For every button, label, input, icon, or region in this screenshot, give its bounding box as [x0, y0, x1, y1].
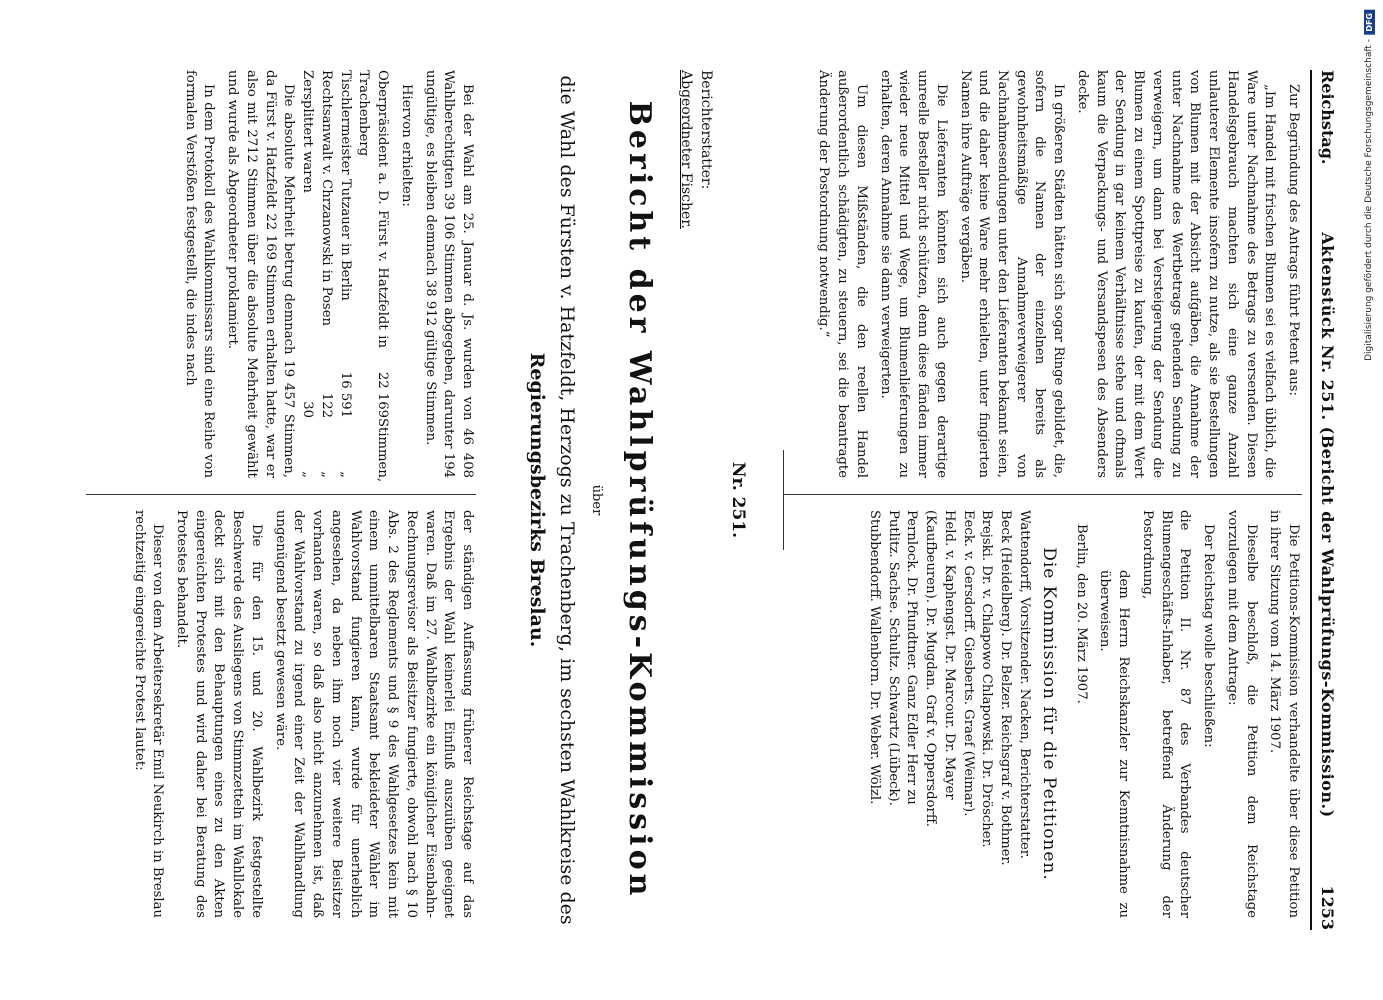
running-head-title: Aktenstück Nr. 251. (Bericht der Wahlprüfungs-Kommission.) [1318, 232, 1338, 818]
paragraph: Die Petitions-Kommission verhandelte über diese Petition in ihrer Sitzung vom 14. März 1907. [1267, 510, 1301, 918]
paragraph: Um diesen Mißständen, die den reellen Handel außerordentlich schädigten, zu steuern, sei die beantragte Änderung der Postordnung notwendig.“ [816, 70, 869, 478]
paragraph: Hiervon erhielten: [398, 84, 414, 207]
report-connector: über [589, 484, 604, 516]
date-line: Berlin, den 20. März 1907. [1073, 524, 1089, 704]
report-number [726, 70, 750, 930]
reporter-block [676, 70, 715, 270]
report-subtitle-continued: Regierungsbezirks Breslau. [526, 352, 548, 648]
paragraph: Bei der Wahl am 25. Januar d. Js. wurden von 46 408 Wahlberechtigten 39 106 Stimmen abgegeben, darunter 194 ungültige, es bleiben demnach 38 912 gültige Stimmen. [422, 70, 475, 478]
member-line: Held. v. Kaphengst. Dr. Marcour. Dr. Mayer [941, 510, 957, 800]
candidate: Rechtsanwalt v. Chrzanowski in Posen [318, 70, 334, 326]
right-column-bottom [124, 510, 476, 918]
vote-table [297, 70, 391, 483]
paragraph: Die absolute Mehrheit betrug demnach 19 457 Stimmen, da Fürst v. Hatzfeldt 22 169 Stimmen erhalten hatte, war er also mit 2712 Stimmen über die absolute Mehrheit gewählt und wurde als Abgeordneter proklamiert. [225, 70, 297, 478]
paragraph: In dem Protokoll des Wahlkommissars sind eine Reihe von formalen Verstößen festgestellt, die indes nach [182, 70, 217, 478]
member-list [864, 510, 1033, 918]
column-divider [86, 494, 476, 495]
section-divider [783, 450, 784, 550]
motion-text: dem Herrn Reichskanzler zur Kenntnisnahme zu überweisen. [1097, 570, 1132, 918]
printed-page [60, 70, 1340, 930]
left-column-top [809, 70, 1302, 478]
left-column-bottom [175, 70, 476, 483]
vote-count: 30 [300, 401, 316, 418]
vote-count: 16 591 [337, 371, 353, 418]
right-column-top [864, 510, 1302, 918]
reporter-name: Abgeordneter Fischer. [678, 70, 695, 229]
vote-unit: „ [318, 471, 334, 478]
column-divider [784, 494, 1302, 495]
member-line: Wattendorff, Vorsitzender. Nacken, Berichterstatter. [1016, 510, 1032, 859]
report-number-text: Nr. 251. [728, 461, 748, 539]
paragraph: Die für den 15. und 20. Wahlbezirk festgestellte Beschwerde des Ausliegens von Stimmzetteln im Wahllokale deckt sich mit den Behauptungen eines zu den Akten eingereichten Protestes und wird daher bei Beratung des Protestes behandelt. [173, 510, 264, 918]
report-subtitle: die Wahl des Fürsten v. Hatzfeldt, Herzogs zu Trachenberg, im sechsten Wahlkreise des [556, 75, 578, 925]
commission-title: Die Kommission für die Petitionen. [1038, 547, 1059, 881]
candidate: Tischlermeister Tutzauer in Berlin [337, 70, 353, 301]
vote-row [335, 70, 354, 478]
paragraph: In größeren Städten hätten sich sogar Ringe gebildet, die, sofern die Namen der einzelnen bereits als gewohnheitsmäßige Annahmeverweigerer von Nachnahmesendungen unter den Lieferanten bekannt seien, und die daher keine Ware mehr erhielten, unter fingierten Namen ihre Aufträge vergäben. [957, 70, 1067, 478]
page-number: 1253 [1318, 885, 1338, 930]
vote-row [354, 70, 391, 483]
vote-unit: „ [337, 471, 353, 478]
vote-row [297, 70, 316, 478]
digitization-credit [1362, 10, 1376, 990]
running-head-left: Reichstag. [1318, 70, 1338, 165]
vote-unit: „ [300, 471, 316, 478]
member-line: (Kaufbeuren). Dr. Mugdan. Graf v. Oppersdorff. [923, 510, 939, 827]
member-line: Beck (Heidelberg). Dr. Belzer. Reichsgraf v. Bothmer. [998, 510, 1014, 866]
paragraph: Dieselbe beschloß, die Petition dem Reichstage vorzulegen mit dem Antrage: [1224, 510, 1259, 918]
paragraph: Die Lieferanten könnten sich auch gegen derartige unreelle Besteller nicht schützen, denn diese fänden immer wieder neue Mittel und Wege, um Blumenlieferungen zu erhalten, deren Annahme sie dann verweigerten. [877, 70, 949, 478]
vote-unit: Stimmen, [375, 418, 391, 483]
paragraph: Zur Begründung des Antrags führt Petent aus: [1286, 84, 1301, 396]
dfg-logo-icon: DFG [1364, 10, 1375, 35]
vote-row [316, 70, 335, 478]
member-line: Brejski. Dr. v. Chlapowo Chlapowski. Dr. Dröscher. [979, 510, 995, 848]
reporter-label: Berichterstatter: [698, 70, 714, 190]
motion-text: die Petition II. Nr. 87 des Verbandes deutscher Blumengeschäfts-Inhaber, betreffend Änderung der Postordnung, [1139, 510, 1193, 918]
candidate: Zersplittert waren [300, 70, 316, 193]
member-line: Pernlock. Dr. Pfundtner. Ganz Edler Herr zu [904, 510, 920, 805]
paragraph: „Im Handel mit frischen Blumen sei es vielfach üblich, die Ware unter Nachnahme des Betrags zu versenden. Diesen Handelsgebrauch machten sich eine ganze Anzahl unlauterer Elemente insofern zu nutze, als sie Bestellungen von Blumen mit der Absicht aufgäben, die Annahme der unter Nachnahme des Wertbetrags gehenden Sendung zu verweigern, um dann bei Versteigerung der Sendung die Blumen zu einem Spottpreise zu kaufen, der mit dem Wert der Sendung in gar keinem Verhältnisse stehe und oftmals kaum die Verpackungs- und Versandspesen des Absenders decke. [1074, 70, 1278, 478]
vote-count: 122 [318, 392, 334, 418]
running-head [1314, 70, 1340, 930]
vote-count: 22 169 [375, 371, 391, 418]
member-line: Stubbendorff. Wallenborn. Dr. Weber. Wölzl. [866, 510, 882, 805]
paragraph: der ständigen Auffassung früherer Reichstage auf das Ergebnis der Wahl keinerlei Einfluß auszuüben geeignet waren. Daß im 27. Wahlbezirke ein königlicher Eisenbahn-Rechnungsrevisor als Beisitzer fungierte, obwohl nach § 10 Abs. 2 des Reglements und § 9 des Wahlgesetzes kein mit einem unmittelbaren Staatsamt bekleideter Wähler im Wahlvorstand fungieren kann, wurde für unerheblich angesehen, da neben ihm noch vier weitere Beisitzer vorhanden waren, so daß also nicht anzunehmen ist, daß der Wahlvorstand zu irgend einer Zeit der Wahlhandlung ungenügend besetzt gewesen wäre. [272, 510, 475, 918]
paragraph: Der Reichstag wolle beschließen: [1201, 524, 1217, 748]
candidate: Oberpräsident a. D. Fürst v. Hatzfeldt in Trachenberg [356, 70, 391, 348]
member-line: Putlitz. Sachse. Schultz. Schwartz (Lübeck). [885, 510, 901, 806]
paragraph: Dieser von dem Arbeitersekretär Emil Neukirch in Breslau rechtzeitig eingereichte Protest lautet: [131, 510, 166, 918]
credit-text: Digitalisierung gefördert durch die Deutsche Forschungsgemeinschaft - [1364, 38, 1374, 361]
member-line: Eeck. v. Gersdorff. Giesberts. Graef (Weimar). [960, 510, 976, 817]
report-title: Bericht der Wahlprüfungs-Kommission [622, 100, 657, 900]
header-rule [1310, 70, 1312, 930]
